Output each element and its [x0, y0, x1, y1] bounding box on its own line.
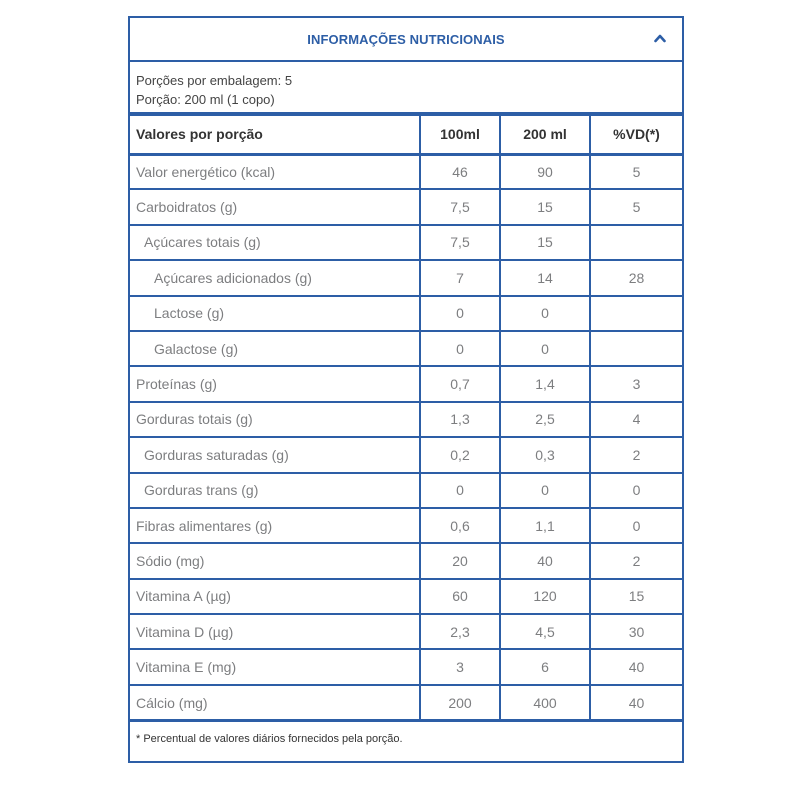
nutrition-accordion-header[interactable]	[130, 18, 682, 62]
value-vd: 15	[590, 579, 682, 614]
value-100ml: 0,6	[420, 508, 500, 543]
value-200ml: 90	[500, 154, 590, 189]
value-100ml: 20	[420, 543, 500, 578]
portions-per-package: Porções por embalagem: 5	[136, 73, 293, 88]
table-row	[130, 543, 682, 578]
value-100ml: 0	[420, 473, 500, 508]
value-vd: 40	[590, 649, 682, 684]
footnote: * Percentual de valores diários fornecidos pela porção.	[130, 721, 682, 761]
value-200ml: 6	[500, 649, 590, 684]
value-vd: 2	[590, 437, 682, 472]
nutrient-label: Gorduras trans (g)	[130, 473, 420, 508]
nutrient-label: Gorduras saturadas (g)	[130, 437, 420, 472]
value-vd: 5	[590, 189, 682, 224]
value-100ml: 7,5	[420, 225, 500, 260]
portion-size: Porção: 200 ml (1 copo)	[136, 92, 275, 107]
table-row	[130, 154, 682, 189]
value-vd: 28	[590, 260, 682, 295]
nutrient-label: Lactose (g)	[130, 296, 420, 331]
table-row	[130, 260, 682, 295]
nutrient-label: Proteínas (g)	[130, 366, 420, 401]
value-100ml: 7	[420, 260, 500, 295]
value-200ml: 120	[500, 579, 590, 614]
column-header-200ml: 200 ml	[500, 116, 590, 154]
value-200ml: 15	[500, 225, 590, 260]
value-100ml: 3	[420, 649, 500, 684]
nutrient-label: Gorduras totais (g)	[130, 402, 420, 437]
value-vd: 0	[590, 473, 682, 508]
nutrient-label: Carboidratos (g)	[130, 189, 420, 224]
value-100ml: 200	[420, 685, 500, 720]
value-200ml: 14	[500, 260, 590, 295]
nutrient-label: Valor energético (kcal)	[130, 154, 420, 189]
value-100ml: 60	[420, 579, 500, 614]
value-vd	[590, 331, 682, 366]
value-200ml: 0,3	[500, 437, 590, 472]
panel-title: INFORMAÇÕES NUTRICIONAIS	[307, 31, 505, 47]
nutrient-label: Galactose (g)	[130, 331, 420, 366]
value-vd	[590, 296, 682, 331]
table-row	[130, 649, 682, 684]
value-vd: 5	[590, 154, 682, 189]
value-vd: 0	[590, 508, 682, 543]
nutrient-label: Vitamina D (µg)	[130, 614, 420, 649]
serving-info	[130, 62, 682, 116]
table-row	[130, 473, 682, 508]
column-header-nutrient: Valores por porção	[130, 116, 420, 154]
value-200ml: 40	[500, 543, 590, 578]
value-200ml: 0	[500, 473, 590, 508]
nutrient-label: Vitamina E (mg)	[130, 649, 420, 684]
value-100ml: 0	[420, 296, 500, 331]
chevron-up-icon[interactable]	[654, 33, 666, 43]
value-200ml: 1,1	[500, 508, 590, 543]
value-100ml: 0,7	[420, 366, 500, 401]
table-row	[130, 508, 682, 543]
column-header-vd: %VD(*)	[590, 116, 682, 154]
nutrient-label: Açúcares adicionados (g)	[130, 260, 420, 295]
value-100ml: 46	[420, 154, 500, 189]
value-200ml: 0	[500, 296, 590, 331]
nutrient-label: Vitamina A (µg)	[130, 579, 420, 614]
table-row	[130, 402, 682, 437]
value-200ml: 2,5	[500, 402, 590, 437]
value-vd	[590, 225, 682, 260]
value-100ml: 1,3	[420, 402, 500, 437]
table-row	[130, 437, 682, 472]
table-row	[130, 189, 682, 224]
value-vd: 30	[590, 614, 682, 649]
value-200ml: 0	[500, 331, 590, 366]
table-header-row	[130, 116, 682, 154]
value-200ml: 4,5	[500, 614, 590, 649]
nutrition-panel	[128, 16, 684, 763]
value-100ml: 7,5	[420, 189, 500, 224]
value-100ml: 0	[420, 331, 500, 366]
value-100ml: 2,3	[420, 614, 500, 649]
nutrient-label: Cálcio (mg)	[130, 685, 420, 720]
value-200ml: 1,4	[500, 366, 590, 401]
table-row	[130, 331, 682, 366]
value-100ml: 0,2	[420, 437, 500, 472]
value-vd: 4	[590, 402, 682, 437]
nutrient-label: Açúcares totais (g)	[130, 225, 420, 260]
value-vd: 3	[590, 366, 682, 401]
value-200ml: 15	[500, 189, 590, 224]
column-header-100ml: 100ml	[420, 116, 500, 154]
table-row	[130, 614, 682, 649]
value-200ml: 400	[500, 685, 590, 720]
table-row	[130, 579, 682, 614]
table-row	[130, 225, 682, 260]
nutrient-label: Sódio (mg)	[130, 543, 420, 578]
table-row	[130, 685, 682, 720]
nutrition-table	[130, 116, 682, 721]
value-vd: 40	[590, 685, 682, 720]
nutrient-label: Fibras alimentares (g)	[130, 508, 420, 543]
table-row	[130, 366, 682, 401]
value-vd: 2	[590, 543, 682, 578]
table-row	[130, 296, 682, 331]
